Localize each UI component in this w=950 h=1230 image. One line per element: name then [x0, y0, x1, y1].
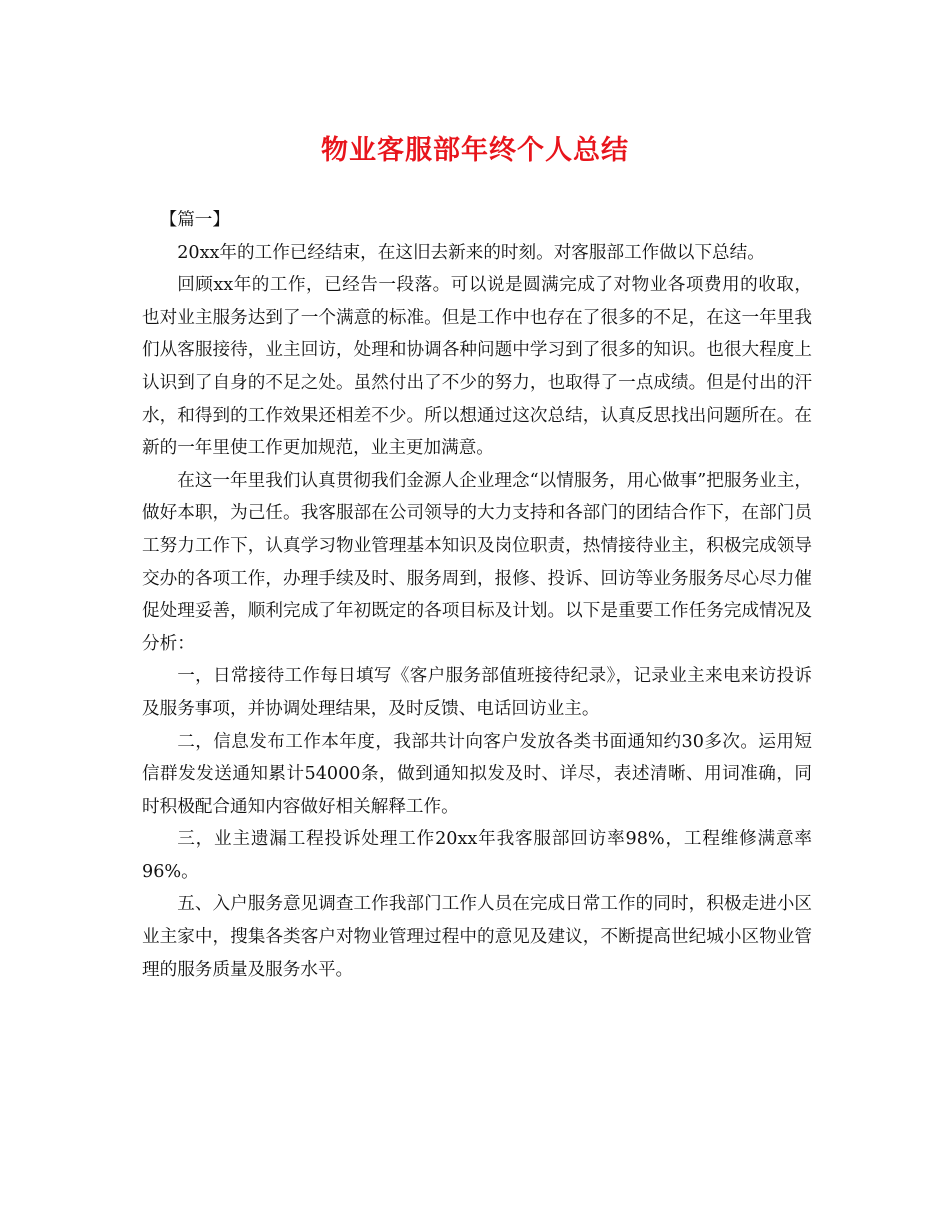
document-body [142, 204, 812, 986]
section-label: 【篇一】 [159, 210, 230, 230]
paragraph-item-notices: 二，信息发布工作本年度，我部共计向客户发放各类书面通知约30多次。运用短信群发发送通知累计54000条，做到通知拟发及时、详尽，表述清晰、用词准确，同时积极配合通知内容做好相关解释工作。 [142, 731, 812, 817]
paragraph-philosophy: 在这一年里我们认真贯彻我们金源人企业理念“以情服务，用心做事”把服务业主，做好本职，为己任。我客服部在公司领导的大力支持和各部门的团结合作下，在部门员工努力工作下，认真学习物业管理基本知识及岗位职责，热情接待业主，积极完成领导交办的各项工作，办理手续及时、服务周到，报修、投诉、回访等业务服务尽心尽力催促处理妥善，顺利完成了年初既定的各项目标及计划。以下是重要工作任务完成情况及分析： [142, 470, 812, 654]
paragraph-item-reception: 一，日常接待工作每日填写《客户服务部值班接待纪录》，记录业主来电来访投诉及服务事项，并协调处理结果，及时反馈、电话回访业主。 [142, 666, 812, 719]
paragraph-intro: 20xx年的工作已经结束，在这旧去新来的时刻。对客服部工作做以下总结。 [177, 242, 765, 263]
document-title: 物业客服部年终个人总结 [321, 135, 629, 166]
paragraph-item-complaints: 三，业主遗漏工程投诉处理工作20xx年我客服部回访率98%，工程维修满意率96%。 [142, 829, 812, 882]
paragraph-review: 回顾xx年的工作，已经告一段落。可以说是圆满完成了对物业各项费用的收取，也对业主服务达到了一个满意的标准。但是工作中也存在了很多的不足，在这一年里我们从客服接待，业主回访，处理和协调各种问题中学习到了很多的知识。也很大程度上认识到了自身的不足之处。虽然付出了不少的努力，也取得了一点成绩。但是付出的汗水，和得到的工作效果还相差不少。所以想通过这次总结，认真反思找出问题所在。在新的一年里使工作更加规范，业主更加满意。 [142, 275, 812, 459]
paragraph-item-survey: 五、入户服务意见调查工作我部门工作人员在完成日常工作的同时，积极走进小区业主家中，搜集各类客户对物业管理过程中的意见及建议，不断提高世纪城小区物业管理的服务质量及服务水平。 [142, 894, 812, 980]
